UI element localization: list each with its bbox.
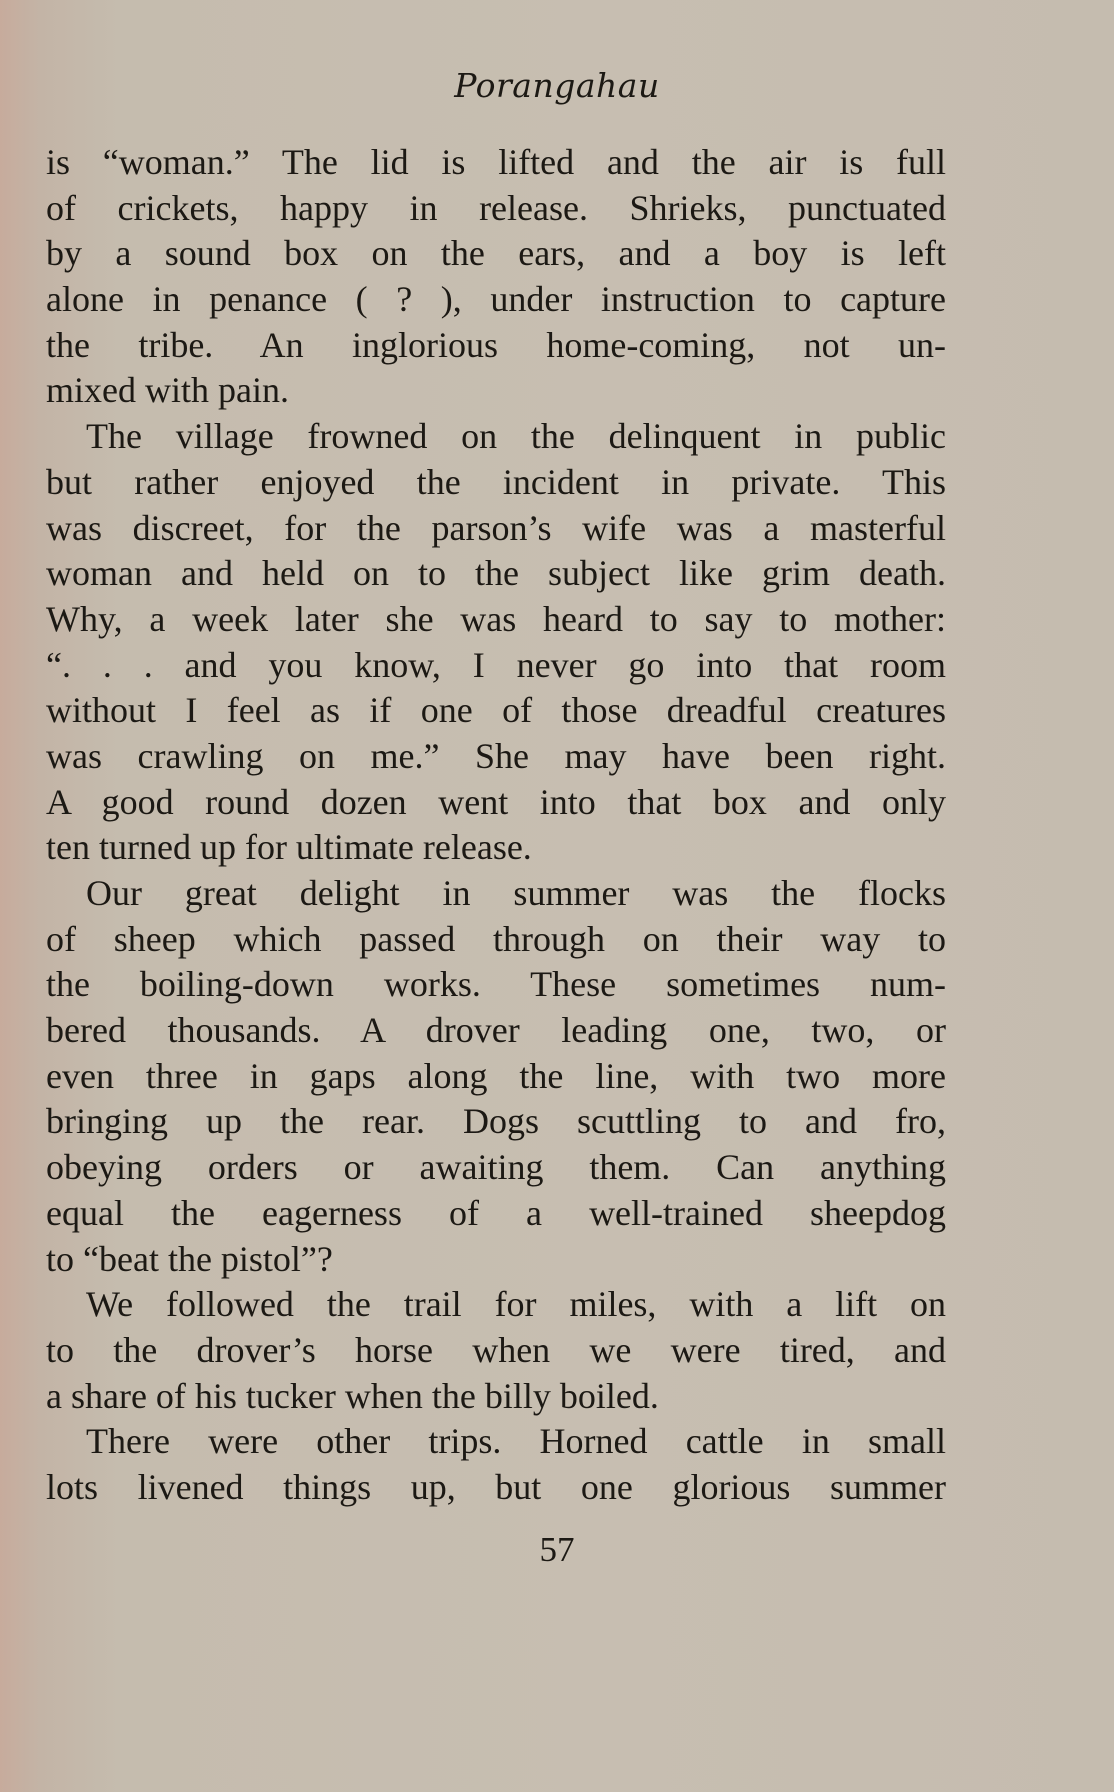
text-line: by a sound box on the ears, and a boy is left: [46, 233, 946, 274]
text-line: bered thousands. A drover leading one, two, or: [46, 1010, 946, 1051]
text-line: was discreet, for the parson’s wife was a masterful: [46, 507, 946, 548]
text-line: but rather enjoyed the incident in private. This: [46, 461, 946, 502]
text-line: a share of his tucker when the billy boiled.: [46, 1375, 659, 1416]
text-line: without I feel as if one of those dreadful creatures: [46, 690, 946, 731]
text-line: The village frowned on the delinquent in public: [86, 416, 946, 457]
body-text: [46, 140, 946, 1511]
text-line: was crawling on me.” She may have been right.: [46, 735, 946, 776]
text-line: We followed the trail for miles, with a lift on: [86, 1284, 946, 1325]
text-line: ten turned up for ultimate release.: [46, 827, 532, 868]
text-line: obeying orders or awaiting them. Can anything: [46, 1147, 946, 1188]
text-line: the boiling-down works. These sometimes num-: [46, 964, 946, 1005]
text-line: There were other trips. Horned cattle in small: [86, 1421, 946, 1462]
text-line: Our great delight in summer was the flocks: [86, 873, 946, 913]
text-line: of crickets, happy in release. Shrieks, punctuated: [46, 187, 946, 228]
text-line: of sheep which passed through on their way to: [46, 918, 946, 959]
text-line: the tribe. An inglorious home-coming, not un-: [46, 324, 946, 365]
text-line: alone in penance ( ? ), under instruction to capture: [46, 279, 946, 320]
text-line: Why, a week later she was heard to say to mother:: [46, 598, 946, 639]
text-line: to the drover’s horse when we were tired, and: [46, 1329, 946, 1370]
text-line: mixed with pain.: [46, 370, 289, 411]
text-line: “. . . and you know, I never go into that room: [46, 644, 946, 685]
text-line: lots livened things up, but one glorious summer: [46, 1466, 946, 1507]
text-line: even three in gaps along the line, with two more: [46, 1055, 946, 1096]
text-line: to “beat the pistol”?: [46, 1238, 333, 1279]
text-line: is “woman.” The lid is lifted and the air is full: [46, 142, 946, 182]
text-line: A good round dozen went into that box and only: [46, 781, 946, 822]
text-line: equal the eagerness of a well-trained sheepdog: [46, 1192, 946, 1233]
text-line: bringing up the rear. Dogs scuttling to and fro,: [46, 1101, 946, 1142]
text-line: woman and held on to the subject like grim death.: [46, 553, 946, 594]
running-header: Porangahau: [454, 66, 660, 105]
page-number: 57: [539, 1530, 575, 1569]
